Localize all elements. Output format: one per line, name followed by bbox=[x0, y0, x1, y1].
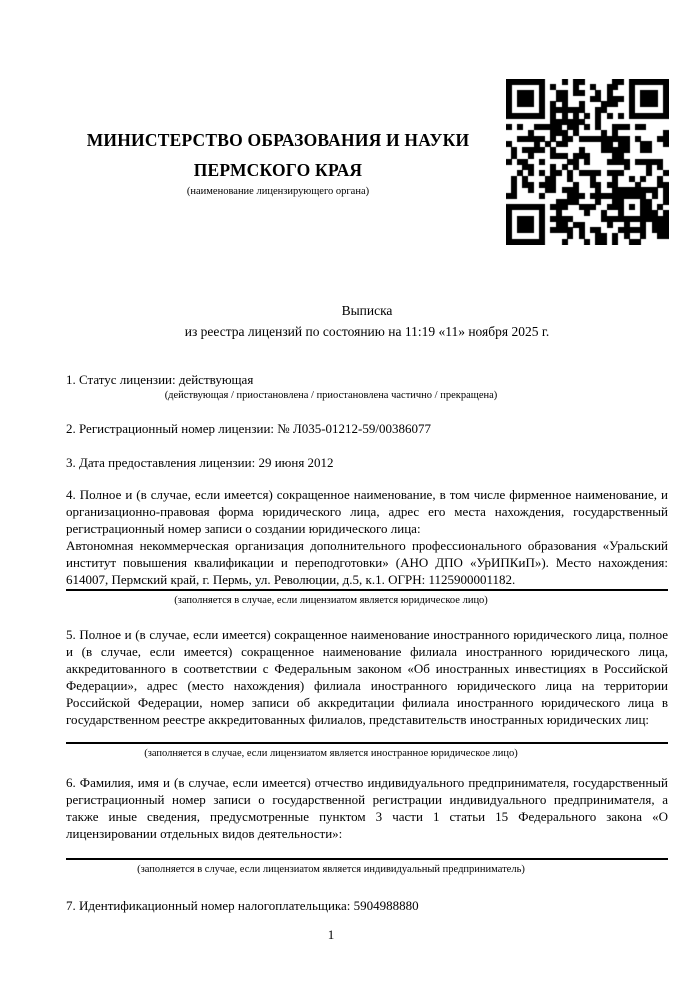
ministry-name bbox=[66, 125, 490, 185]
ministry-caption: (наименование лицензирующего органа) bbox=[186, 186, 370, 197]
fill-in-rule bbox=[66, 742, 668, 744]
item-5-note: (заполняется в случае, если лицензиатом является иностранное юридическое лицо) bbox=[144, 748, 518, 759]
document-title-line2: из реестра лицензий по состоянию на 11:19 «11» ноября 2025 г. bbox=[184, 324, 550, 339]
license-item-status bbox=[66, 371, 668, 403]
item-7-text: 7. Идентификационный номер налогоплательщика: 5904988880 bbox=[66, 898, 419, 913]
item-2-text: 2. Регистрационный номер лицензии: № Л035-01212-59/00386077 bbox=[66, 421, 432, 436]
license-item-grant-date bbox=[66, 454, 668, 471]
license-item-foreign-entity bbox=[66, 626, 668, 761]
license-item-legal-entity bbox=[66, 486, 668, 608]
page-number: 1 bbox=[327, 927, 335, 942]
license-item-registration-number bbox=[66, 420, 668, 437]
item-1-text: 1. Статус лицензии: действующая bbox=[66, 372, 254, 387]
item-4-value: Автономная некоммерческая организация дополнительного профессионального образования «Уральский институт повышения квалификации и переподготовки» (АНО ДПО «УрИПКиП»). Место нахождения: 614007, Пермский край, г. Пермь, ул. Революции, д.5, к.1. ОГРН: 1125900001182. bbox=[66, 538, 668, 587]
license-item-taxpayer-number bbox=[66, 897, 668, 914]
item-1-note: (действующая / приостановлена / приостановлена частично / прекращена) bbox=[164, 390, 498, 401]
document-title-line1: Выписка bbox=[341, 303, 393, 318]
item-4-text: 4. Полное и (в случае, если имеется) сокращенное наименование, в том числе фирменное наименование, и организационно-правовая форма юридического лица, адрес его места нахождения, государственный регистрационный номер записи о создании юридического лица: bbox=[66, 487, 668, 536]
fill-in-rule bbox=[66, 589, 668, 591]
qr-code-canvas bbox=[506, 79, 669, 245]
license-item-individual-entrepreneur bbox=[66, 774, 668, 877]
item-3-text: 3. Дата предоставления лицензии: 29 июня 2012 bbox=[66, 455, 334, 470]
document-title bbox=[66, 300, 668, 342]
fill-in-rule bbox=[66, 858, 668, 860]
item-4-note: (заполняется в случае, если лицензиатом является юридическое лицо) bbox=[174, 595, 488, 606]
item-6-text: 6. Фамилия, имя и (в случае, если имеется) отчество индивидуального предпринимателя, государственный регистрационный номер записи о государственной регистрации индивидуального предпринимателя, а также иные сведения, предусмотренные пунктом 3 части 1 статьи 15 Федерального закона «О лицензировании отдельных видов деятельности»: bbox=[66, 775, 668, 841]
item-6-note: (заполняется в случае, если лицензиатом является индивидуальный предприниматель) bbox=[137, 864, 525, 875]
qr-code bbox=[506, 79, 669, 245]
ministry-name-line2: ПЕРМСКОГО КРАЯ bbox=[193, 160, 363, 180]
item-5-text: 5. Полное и (в случае, если имеется) сокращенное наименование иностранного юридического лица, полное и (в случае, если имеется) сокращенное наименование филиала иностранного юридического лица, аккредитованного в соответствии с Федеральным законом «Об иностранных инвестициях в Российской Федерации», адрес (место нахождения) филиала иностранного юридического лица на территории Российской Федерации, номер записи об аккредитации филиала иностранного юридического лица в государственном реестре аккредитованных филиалов, представительств иностранных юридических лиц: bbox=[66, 627, 668, 727]
ministry-name-line1: МИНИСТЕРСТВО ОБРАЗОВАНИЯ И НАУКИ bbox=[86, 130, 470, 150]
ministry-header bbox=[66, 125, 490, 199]
